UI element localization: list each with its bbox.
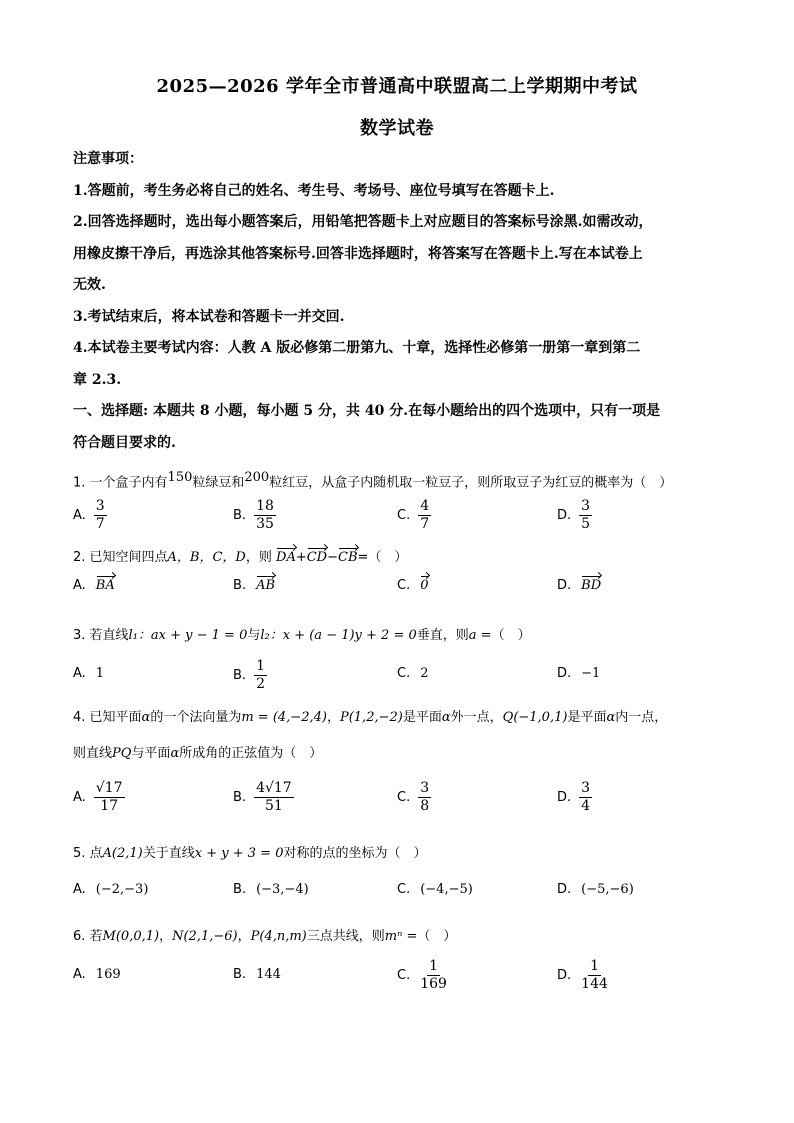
q6-option-b[interactable]: B. 144	[233, 967, 281, 982]
q2-option-b[interactable]: B. AB	[233, 578, 276, 593]
q1-option-b[interactable]: B. $\frac{18}{35}$	[233, 498, 274, 532]
fraction: $\frac{3}{5}$	[581, 498, 591, 532]
q1-option-d[interactable]: D. $\frac{3}{5}$	[557, 498, 591, 532]
fraction: $\frac{3}{4}$	[581, 780, 591, 814]
q2-option-c[interactable]: C. 0	[397, 578, 429, 593]
zero-vector: 0	[420, 578, 429, 593]
section-heading: 一、选择题: 本题共 8 小题，每小题 5 分，共 40 分.在每小题给出的四个选项中，只有一项是	[73, 403, 661, 419]
instructions	[73, 144, 733, 459]
instructions-heading: 注意事项：	[73, 151, 143, 167]
q6-option-c[interactable]: C. $\frac{1}{169}$	[397, 958, 447, 992]
q3-option-b[interactable]: B. $\frac{1}{2}$	[233, 658, 265, 692]
vector-ab: AB	[256, 578, 276, 593]
instruction-line: 1.答题前，考生务必将自己的姓名、考生号、考场号、座位号填写在答题卡上.	[73, 182, 555, 199]
q5-option-b[interactable]: B. (−3,−4)	[233, 882, 309, 897]
exam-title: 2025—2026 学年全市普通高中联盟高二上学期期中考试	[156, 76, 638, 97]
vector-cd: CD	[306, 550, 328, 565]
instruction-line: 无效.	[73, 277, 106, 293]
instruction-line: 用橡皮擦干净后，再选涂其他答案标号.回答非选择题时，将答案写在答题卡上.写在本试卷上	[73, 245, 643, 262]
question-1-stem: 1. 一个盒子内有$^{150}$粒绿豆和$^{200}$粒红豆，从盒子内随机取一粒豆子，则所取豆子为红豆的概率为（ ）	[73, 470, 673, 491]
question-4-stem-line2: 则直线PQ与平面α所成角的正弦值为（ ）	[73, 746, 323, 761]
section-heading-cont: 符合题目要求的.	[73, 434, 176, 451]
fraction: $\frac{18}{35}$	[256, 498, 274, 532]
question-5-stem: 5. 点A(2,1)关于直线x + y + 3 = 0对称的点的坐标为（ ）	[73, 846, 427, 861]
line-l1: l₁：ax + y − 1 = 0	[128, 628, 248, 643]
vector-ba: BA	[95, 578, 115, 593]
question-2-stem: 2. 已知空间四点A，B，C，D，则 DA+CD−CB=（ ）	[73, 550, 408, 565]
q2-points: A，B，C，D	[167, 550, 246, 565]
q1-option-c[interactable]: C. $\frac{4}{7}$	[397, 498, 430, 532]
q6-option-a[interactable]: A. 169	[73, 967, 121, 982]
instruction-line: 4.本试卷主要考试内容：人教 A 版必修第二册第九、十章，选择性必修第一册第一章到第二	[73, 340, 641, 356]
question-3-stem: 3. 若直线l₁：ax + y − 1 = 0与l₂：x + (a − 1)y + 2 = 0垂直，则a =（ ）	[73, 628, 531, 643]
instruction-line: 3.考试结束后，将本试卷和答题卡一并交回.	[73, 308, 345, 325]
q4-option-c[interactable]: C. $\frac{3}{8}$	[397, 780, 430, 814]
q3-option-a[interactable]: A. 1	[73, 666, 105, 681]
q2-option-d[interactable]: D. BD	[557, 578, 602, 593]
fraction: $\frac{3}{8}$	[420, 780, 430, 814]
q4-option-b[interactable]: B. $\frac{4√17}{51}$	[233, 780, 292, 814]
q3-option-d[interactable]: D. −1	[557, 666, 601, 681]
q3-option-c[interactable]: C. 2	[397, 666, 429, 681]
vector-bd: BD	[581, 578, 602, 593]
fraction: $\frac{1}{169}$	[420, 958, 447, 992]
q5-option-c[interactable]: C. (−4,−5)	[397, 882, 473, 897]
line-l2: l₂：x + (a − 1)y + 2 = 0	[260, 628, 417, 643]
vector-da: DA	[276, 550, 296, 565]
fraction: $\frac{4}{7}$	[420, 498, 430, 532]
q1-count-red: 200	[244, 470, 270, 485]
q1-count-green: 150	[167, 470, 193, 485]
fraction: $\frac{3}{7}$	[95, 498, 105, 532]
q2-option-a[interactable]: A. BA	[73, 578, 115, 593]
vector-cb: CB	[338, 550, 358, 565]
normal-vector: m = (4,−2,4)	[241, 710, 327, 725]
fraction: $\frac{4√17}{51}$	[256, 780, 292, 814]
q6-option-d[interactable]: D. $\frac{1}{144}$	[557, 958, 608, 992]
q1-option-a[interactable]: A. $\frac{3}{7}$	[73, 498, 105, 532]
q4-option-d[interactable]: D. $\frac{3}{4}$	[557, 780, 591, 814]
question-4-stem-line1: 4. 已知平面α的一个法向量为m = (4,−2,4)，P(1,2,−2)是平面α外一点，Q(−1,0,1)是平面α内一点，	[73, 710, 668, 725]
q5-option-d[interactable]: D. (−5,−6)	[557, 882, 634, 897]
fraction: $\frac{√17}{17}$	[95, 780, 123, 814]
question-6-stem: 6. 若M(0,0,1)，N(2,1,−6)，P(4,n,m)三点共线，则mⁿ =（ ）	[73, 929, 457, 944]
fraction: $\frac{1}{144}$	[581, 958, 608, 992]
q5-option-a[interactable]: A. (−2,−3)	[73, 882, 149, 897]
instruction-line: 章 2.3.	[73, 371, 122, 388]
q4-option-a[interactable]: A. $\frac{√17}{17}$	[73, 780, 123, 814]
fraction: $\frac{1}{2}$	[256, 658, 265, 692]
instruction-line: 2.回答选择题时，选出每小题答案后，用铅笔把答题卡上对应题目的答案标号涂黑.如需改动，	[73, 214, 653, 230]
exam-subtitle: 数学试卷	[360, 118, 434, 139]
